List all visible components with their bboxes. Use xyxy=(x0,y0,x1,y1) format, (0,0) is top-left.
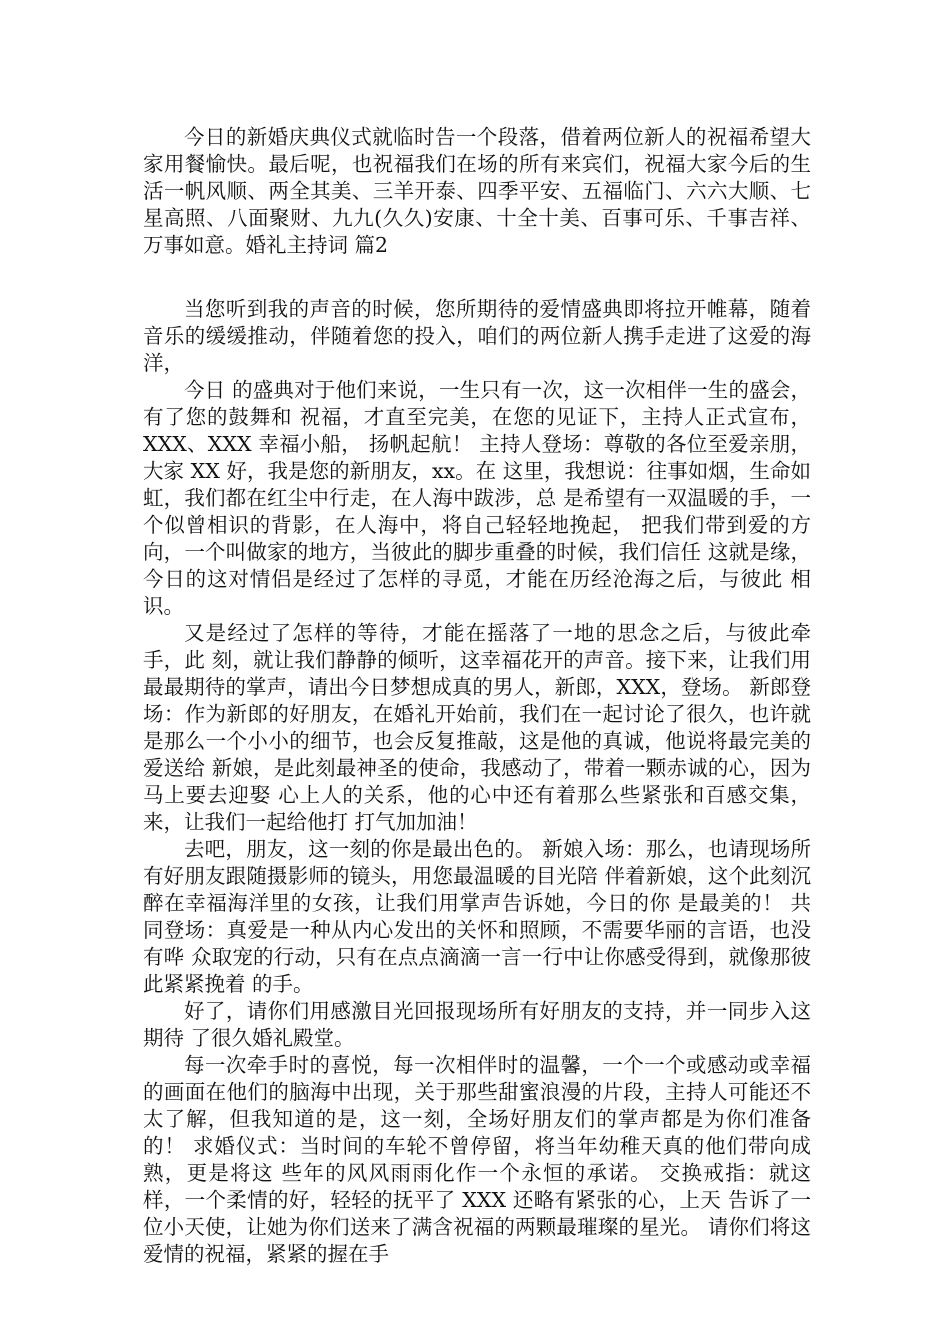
paragraph: 去吧，朋友，这一刻的你是最出色的。 新娘入场：那么，也请现场所有好朋友跟随摄影师的镜头，用您最温暖的目光陪 伴着新娘，这个此刻沉醉在幸福海洋里的女孩，让我们用掌声告诉她，今日的你 是最美的！ 共同登场：真爱是一种从内心发出的关怀和照顾，不需要华丽的言语，也没有哗 众取宠的行动，只有在点点滴滴一言一行中让你感受得到，就像那彼此紧紧挽着 的手。 xyxy=(143,837,811,996)
paragraph: 当您听到我的声音的时候，您所期待的爱情盛典即将拉开帷幕，随着音乐的缓缓推动，伴随着您的投入，咱们的两位新人携手走进了这爱的海洋， xyxy=(143,297,811,375)
paragraph: 好了，请你们用感激目光回报现场所有好朋友的支持，并一同步入这期待 了很久婚礼殿堂。 xyxy=(143,999,811,1050)
paragraph: 又是经过了怎样的等待，才能在摇落了一地的思念之后，与彼此牵手，此 刻，就让我们静静的倾听，这幸福花开的声音。接下来，让我们用最最期待的掌声，请出今日梦想成真的男人，新郎，XXX，登场。 新郎登场：作为新郎的好朋友，在婚礼开始前，我们在一起讨论了很久，也许就 是那么一个小小的细节，也会反复推敲，这是他的真诚，他说将最完美的爱送给 新娘，是此刻最神圣的使命，我感动了，带着一颗赤诚的心，因为马上要去迎娶 心上人的关系，他的心中还有着那么些紧张和百感交集，来，让我们一起给他打 打气加加油！ xyxy=(143,621,811,834)
intro-text-block xyxy=(143,124,811,259)
main-text-block xyxy=(143,296,811,1268)
paragraph: 今日 的盛典对于他们来说，一生只有一次，这一次相伴一生的盛会，有了您的鼓舞和 祝福，才直至完美，在您的见证下，主持人正式宣布，XXX、XXX 幸福小船， 扬帆起航！ 主持人登场：尊敬的各位至爱亲朋，大家 XX 好，我是您的新朋友，xx。在 这里，我想说：往事如烟，生命如虹，我们都在红尘中行走，在人海中跋涉，总 是希望有一双温暖的手，一个似曾相识的背影，在人海中，将自己轻轻地挽起， 把我们带到爱的方向，一个叫做家的地方，当彼此的脚步重叠的时候，我们信任 这就是缘，今日的这对情侣是经过了怎样的寻觅，才能在历经沧海之后，与彼此 相识。 xyxy=(143,378,811,618)
paragraph: 每一次牵手时的喜悦，每一次相伴时的温馨，一个一个或感动或幸福的画面在他们的脑海中出现，关于那些甜蜜浪漫的片段，主持人可能还不 太了解，但我知道的是，这一刻，全场好朋友们的掌声都是为你们准备的！ 求婚仪式：当时间的车轮不曾停留，将当年幼稚天真的他们带向成熟，更是将这 些年的风风雨雨化作一个永恒的承诺。 交换戒指：就这样，一个柔情的好，轻轻的抚平了 XXX 还略有紧张的心，上天 告诉了一位小天使，让她为你们送来了满含祝福的两颗最璀璨的星光。 请你们将这爱情的祝福，紧紧的握在手 xyxy=(143,1053,811,1266)
paragraph: 今日的新婚庆典仪式就临时告一个段落，借着两位新人的祝福希望大家用餐愉快。最后呢，也祝福我们在场的所有来宾们，祝福大家今后的生活一帆风顺、两全其美、三羊开泰、四季平安、五福临门、六六大顺、七星高照、八面聚财、九九(久久)安康、十全十美、百事可乐、千事吉祥、万事如意。婚礼主持词 篇2 xyxy=(143,125,811,257)
